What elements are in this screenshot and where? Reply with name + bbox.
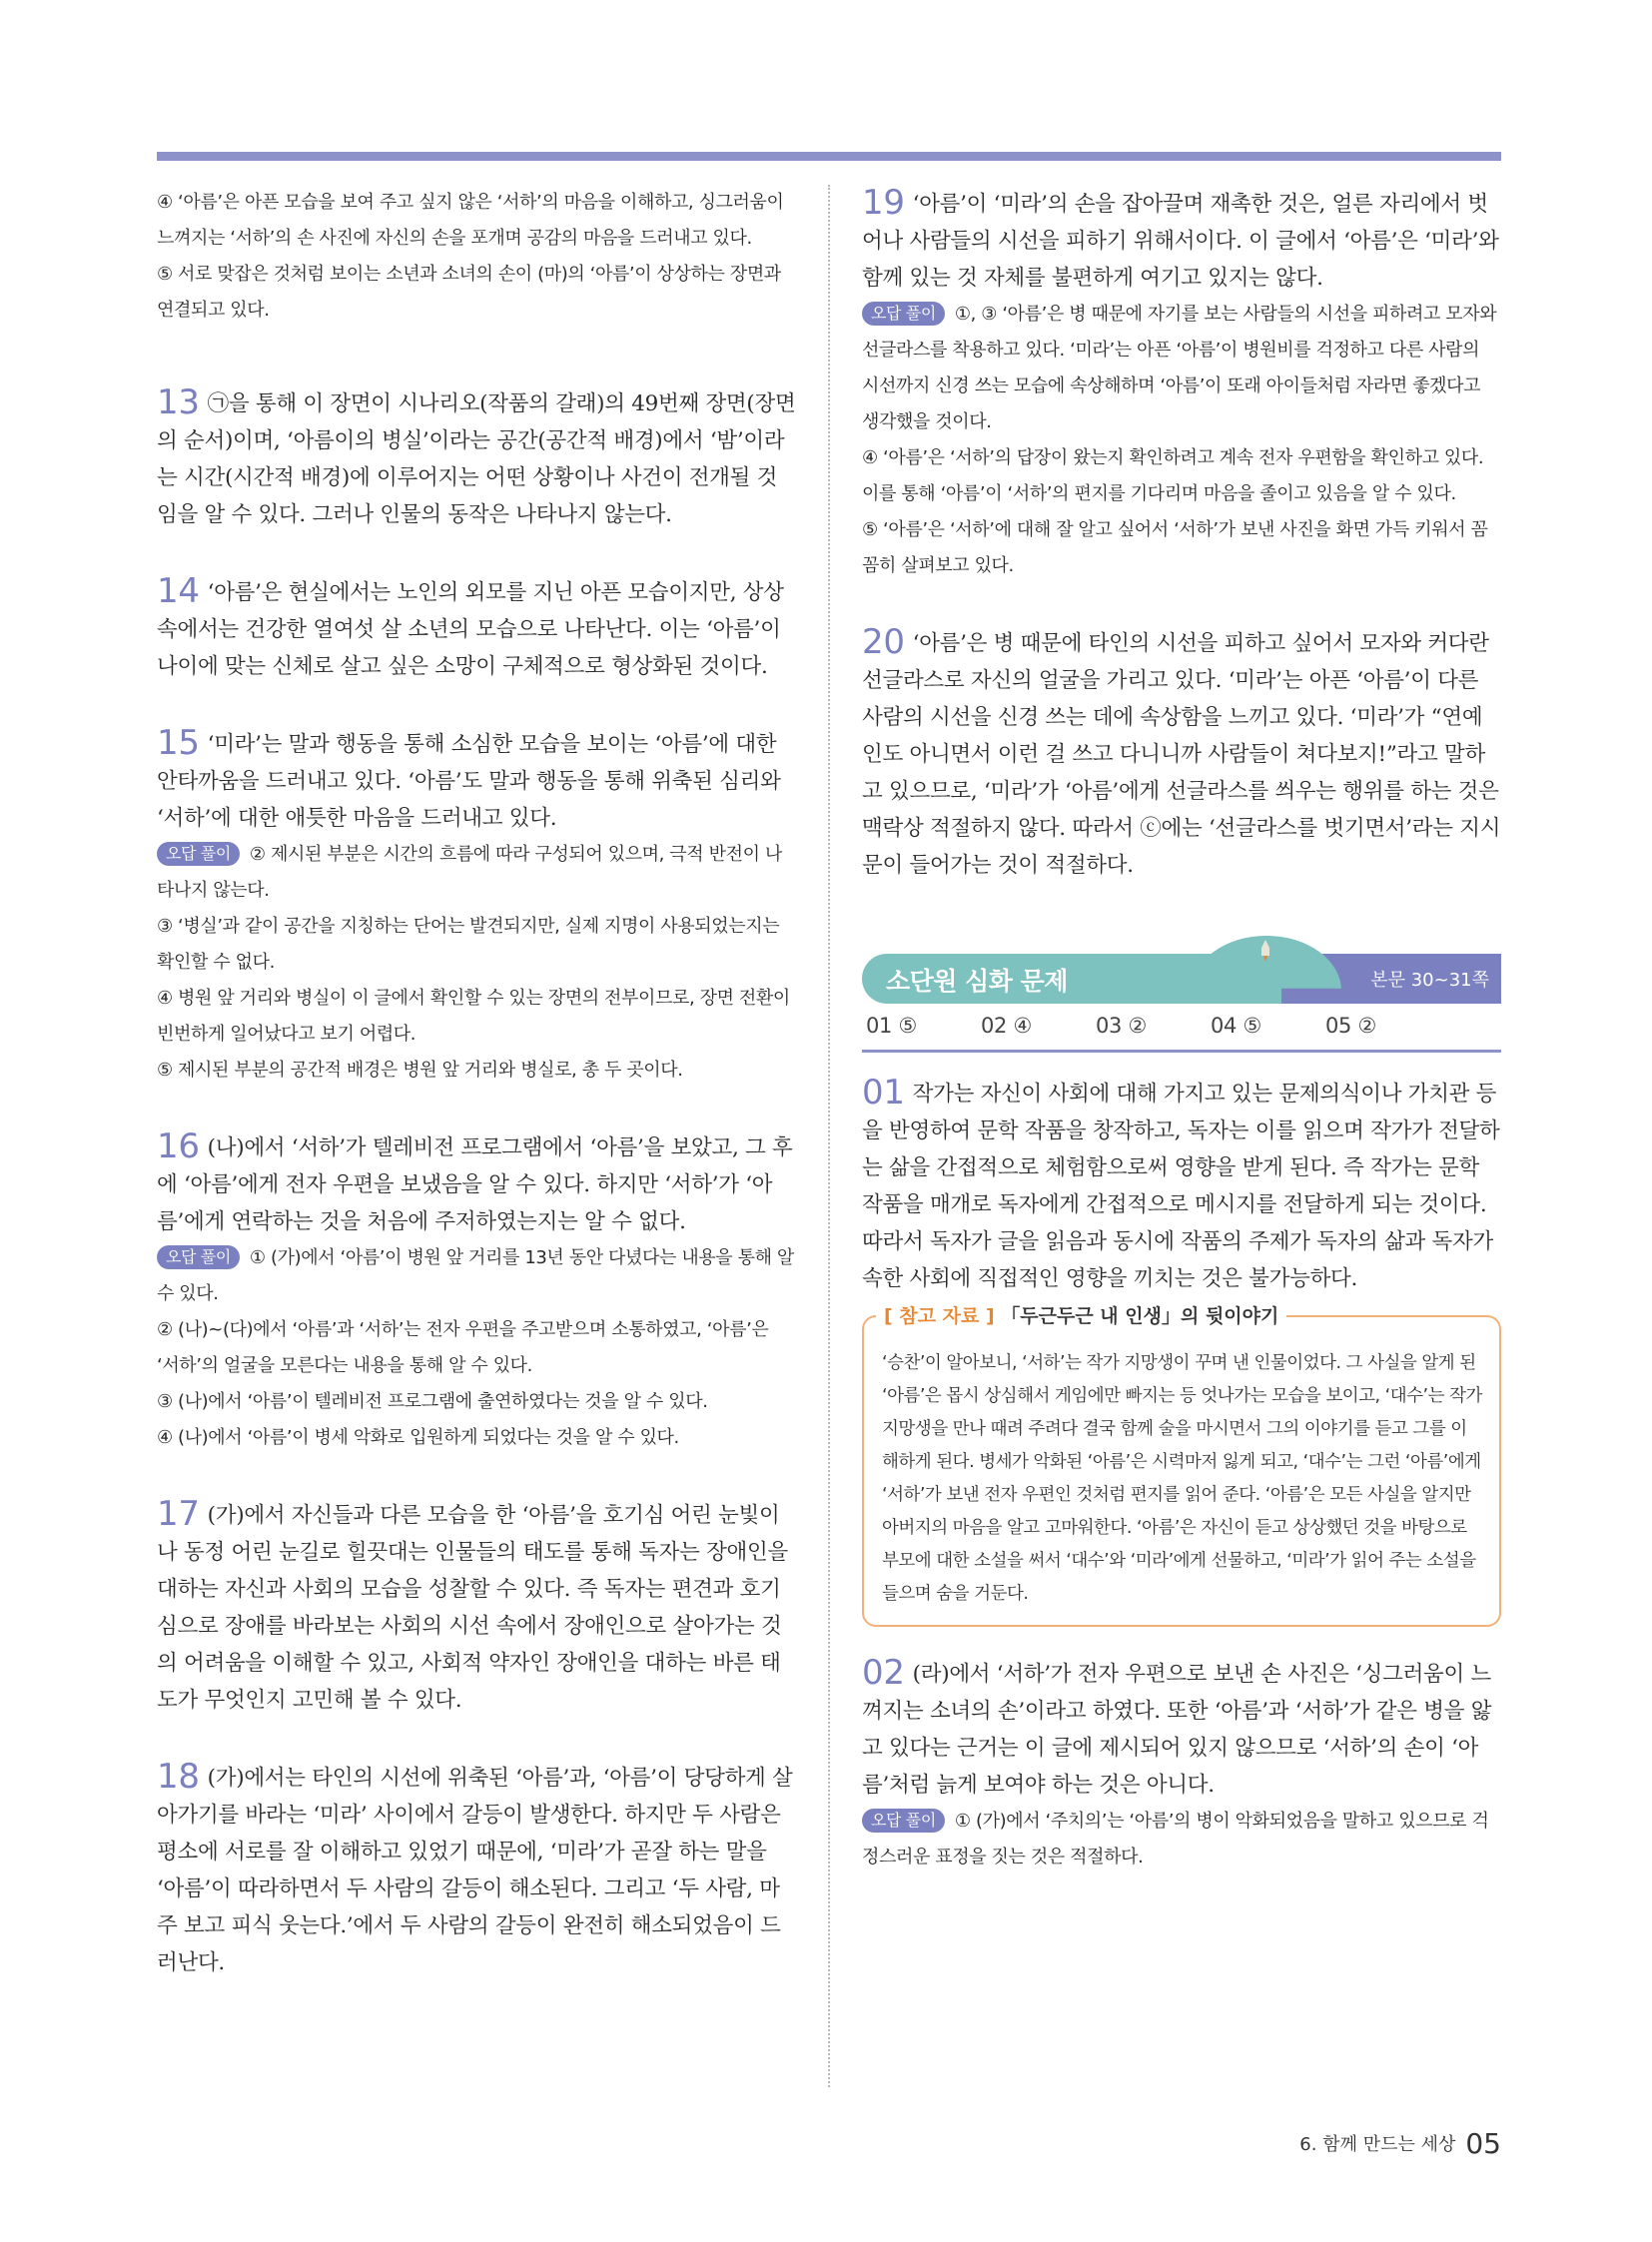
column-divider <box>828 185 830 2087</box>
wrong-answer-text: ② 제시된 부분은 시간의 흐름에 따라 구성되어 있으며, 극적 반전이 나타나지 않는다. <box>157 844 782 901</box>
answer-text: (가)에서 자신들과 다른 모습을 한 ‘아름’을 호기심 어린 눈빛이나 동정 어린 눈길로 힐끗대는 인물들의 태도를 통해 독자는 장애인을 대하는 자신과 사회의 모습을 성찰할 수 있다. 즉 독자는 편견과 호기심으로 장애를 바라보는 사회의 시선 속에서 장애인으로 살아가는 것의 어려움을 이해할 수 있고, 사회적 약자인 장애인을 대하는 바른 태도가 무엇인지 고민해 볼 수 있다. <box>157 1503 788 1713</box>
chapter-title: 6. 함께 만드는 세상 <box>1299 2134 1456 2155</box>
question-number: 13 <box>157 382 200 422</box>
question-number: 17 <box>157 1494 200 1534</box>
answer-02 <box>862 1655 1501 1875</box>
wrong-answer-text: ② (나)~(다)에서 ‘아름’과 ‘서하’는 전자 우편을 주고받으며 소통하였고, ‘아름’은 ‘서하’의 얼굴을 모른다는 내용을 통해 알 수 있다. <box>157 1319 769 1376</box>
answer-13 <box>157 384 796 533</box>
reference-heading: 「두근두근 내 인생」의 뒷이야기 <box>1001 1305 1279 1327</box>
section-page-range: 본문 30~31쪽 <box>1370 970 1489 991</box>
answer-key-item: 04 ⑤ <box>1211 1014 1262 1038</box>
question-number: 19 <box>862 183 905 223</box>
rocket-icon <box>1259 940 1271 962</box>
answer-text: ‘미라’는 말과 행동을 통해 소심한 모습을 보이는 ‘아름’에 대한 안타까움을 드러내고 있다. ‘아름’도 말과 행동을 통해 위축된 심리와 ‘서하’에 대한 애틋한 마음을 드러내고 있다. <box>157 732 781 831</box>
wrong-answer-text: ③ ‘병실’과 같이 공간을 지칭하는 단어는 발견되지만, 실제 지명이 사용되었는지는 확인할 수 없다. <box>157 916 780 973</box>
question-number: 14 <box>157 571 200 611</box>
choice-text: ⑤ 서로 맞잡은 것처럼 보이는 소년과 소녀의 손이 (마)의 ‘아름’이 상상하는 장면과 연결되고 있다. <box>157 264 781 321</box>
wrong-answer-badge: 오답 풀이 <box>862 302 945 326</box>
answer-text: ‘아름’은 현실에서는 노인의 외모를 지닌 아픈 모습이지만, 상상 속에서는 건강한 열여섯 살 소년의 모습으로 나타난다. 이는 ‘아름’이 나이에 맞는 신체로 살고 싶은 소망이 구체적으로 형상화된 것이다. <box>157 580 784 679</box>
wrong-answer-text: ④ (나)에서 ‘아름’이 병세 악화로 입원하게 되었다는 것을 알 수 있다. <box>157 1427 679 1448</box>
right-column <box>862 185 1501 1875</box>
answer-text: ㉠을 통해 이 장면이 시나리오(작품의 갈래)의 49번째 장면(장면의 순서)이며, ‘아름이의 병실’이라는 공간(공간적 배경)에서 ‘밤’이라는 시간(시간적 배경)에 이루어지는 어떤 상황이나 사건이 전개될 것임을 알 수 있다. 그러나 인물의 동작은 나타나지 않는다. <box>157 391 796 527</box>
answer-text: (가)에서는 타인의 시선에 위축된 ‘아름’과, ‘아름’이 당당하게 살아가기를 바라는 ‘미라’ 사이에서 갈등이 발생한다. 하지만 두 사람은 평소에 서로를 잘 이해하고 있었기 때문에, ‘미라’가 곧잘 하는 말을 ‘아름’이 따라하면서 두 사람의 갈등이 해소된다. 그리고 ‘두 사람, 마주 보고 피식 웃는다.’에서 두 사람의 갈등이 완전히 해소되었음이 드러난다. <box>157 1766 793 1975</box>
question-number: 20 <box>862 622 905 662</box>
section-banner <box>862 940 1501 1004</box>
question-number: 02 <box>862 1653 905 1693</box>
reference-title <box>876 1301 1286 1328</box>
answer-text: ‘아름’이 ‘미라’의 손을 잡아끌며 재촉한 것은, 얼른 자리에서 벗어나 사람들의 시선을 피하기 위해서이다. 이 글에서 ‘아름’은 ‘미라’와 함께 있는 것 자체를 불편하게 여기고 있지는 않다. <box>862 192 1499 291</box>
answer-text: 작가는 자신이 사회에 대해 가지고 있는 문제의식이나 가치관 등을 반영하여 문학 작품을 창작하고, 독자는 이를 읽으며 작가가 전달하는 삶을 간접적으로 체험함으로써 영향을 받게 된다. 즉 작가는 문학 작품을 매개로 독자에게 간접적으로 메시지를 전달하게 되는 것이다. 따라서 독자가 글을 읽음과 동시에 작품의 주제가 독자의 삶과 독자가 속한 사회에 직접적인 영향을 끼치는 것은 불가능하다. <box>862 1082 1500 1291</box>
wrong-answer-badge: 오답 풀이 <box>862 1809 945 1833</box>
answer-16 <box>157 1128 796 1456</box>
answer-key-item: 05 ② <box>1325 1014 1377 1038</box>
answer-15 <box>157 725 796 1089</box>
question-number: 15 <box>157 723 200 763</box>
wrong-answer-text: ⑤ ‘아름’은 ‘서하’에 대해 잘 알고 싶어서 ‘서하’가 보낸 사진을 화면 가득 키워서 꼼꼼히 살펴보고 있다. <box>862 519 1488 576</box>
wrong-answer-text: ⑤ 제시된 부분의 공간적 배경은 병원 앞 거리와 병실로, 총 두 곳이다. <box>157 1060 683 1081</box>
answer-key <box>862 1004 1501 1053</box>
answer-text: ‘아름’은 병 때문에 타인의 시선을 피하고 싶어서 모자와 커다란 선글라스로 자신의 얼굴을 가리고 있다. ‘미라’는 아픈 ‘아름’이 다른 사람의 시선을 신경 쓰는 데에 속상함을 느끼고 있다. ‘미라’가 “연예인도 아니면서 이런 걸 쓰고 다니니까 사람들이 쳐다보지!”라고 말하고 있으므로, ‘미라’가 ‘아름’에게 선글라스를 씌우는 행위를 하는 것은 맥락상 적절하지 않다. 따라서 ⓒ에는 ‘선글라스를 벗기면서’라는 지시문이 들어가는 것이 적절하다. <box>862 631 1501 878</box>
wrong-answer-text: ④ 병원 앞 거리와 병실이 이 글에서 확인할 수 있는 장면의 전부이므로, 장면 전환이 빈번하게 일어났다고 보기 어렵다. <box>157 988 790 1045</box>
section-title: 소단원 심화 문제 <box>886 967 1068 996</box>
answer-18 <box>157 1759 796 1981</box>
wrong-answer-text: ③ (나)에서 ‘아름’이 텔레비전 프로그램에 출연하였다는 것을 알 수 있다. <box>157 1391 708 1412</box>
page-footer <box>1258 2127 1501 2160</box>
answer-01 <box>862 1075 1501 1297</box>
wrong-answer-badge: 오답 풀이 <box>157 842 240 866</box>
answer-12-tail <box>157 185 796 329</box>
wrong-answer-text: ① (가)에서 ‘주치의’는 ‘아름’의 병이 악화되었음을 말하고 있으므로 걱정스러운 표정을 짓는 것은 적절하다. <box>862 1811 1489 1868</box>
answer-17 <box>157 1496 796 1719</box>
wrong-answer-badge: 오답 풀이 <box>157 1245 240 1269</box>
choice-text: ④ ‘아름’은 아픈 모습을 보여 주고 싶지 않은 ‘서하’의 마음을 이해하고, 싱그러움이 느껴지는 ‘서하’의 손 사진에 자신의 손을 포개며 공감의 마음을 드러내고 있다. <box>157 192 784 249</box>
answer-key-item: 03 ② <box>1096 1014 1148 1038</box>
question-number: 01 <box>862 1073 905 1113</box>
answer-text: (나)에서 ‘서하’가 텔레비전 프로그램에서 ‘아름’을 보았고, 그 후에 ‘아름’에게 전자 우편을 보냈음을 알 수 있다. 하지만 ‘서하’가 ‘아름’에게 연락하는 것을 처음에 주저하였는지는 알 수 없다. <box>157 1135 793 1234</box>
question-number: 16 <box>157 1126 200 1166</box>
answer-19 <box>862 185 1501 584</box>
answer-20 <box>862 624 1501 884</box>
reference-tag: [ 참고 자료 ] <box>884 1305 995 1327</box>
answer-14 <box>157 573 796 685</box>
left-column <box>157 185 796 1981</box>
question-number: 18 <box>157 1757 200 1797</box>
answer-key-item: 01 ⑤ <box>866 1014 918 1038</box>
answer-text: (라)에서 ‘서하’가 전자 우편으로 보낸 손 사진은 ‘싱그러움이 느껴지는 소녀의 손’이라고 하였다. 또한 ‘아름’과 ‘서하’가 같은 병을 앓고 있다는 근거는 이 글에 제시되어 있지 않으므로 ‘서하’의 손이 ‘아름’처럼 늙게 보여야 하는 것은 아니다. <box>862 1662 1492 1798</box>
reference-box <box>862 1305 1501 1627</box>
answer-key-item: 02 ④ <box>981 1014 1033 1038</box>
wrong-answer-text: ④ ‘아름’은 ‘서하’의 답장이 왔는지 확인하려고 계속 전자 우편함을 확인하고 있다. 이를 통해 ‘아름’이 ‘서하’의 편지를 기다리며 마음을 졸이고 있음을 알 수 있다. <box>862 447 1484 504</box>
reference-text: ‘승찬’이 알아보니, ‘서하’는 작가 지망생이 꾸며 낸 인물이었다. 그 사실을 알게 된 ‘아름’은 몹시 상심해서 게임에만 빠지는 등 엇나가는 모습을 보이고, ‘대수’는 작가 지망생을 만나 때려 주려다 결국 함께 술을 마시면서 그의 이야기를 듣고 그를 이해하게 된다. 병세가 악화된 ‘아름’은 시력마저 잃게 되고, ‘대수’는 그런 ‘아름’에게 ‘서하’가 보낸 전자 우편인 것처럼 편지를 읽어 준다. ‘아름’은 모든 사실을 알지만 아버지의 마음을 알고 고마워한다. ‘아름’은 자신이 듣고 상상했던 것을 바탕으로 부모에 대한 소설을 써서 ‘대수’와 ‘미라’에게 선물하고, ‘미라’가 읽어 주는 소설을 들으며 숨을 거둔다. <box>882 1353 1482 1604</box>
page-number: 05 <box>1465 2127 1501 2160</box>
wrong-answer-text: ①, ③ ‘아름’은 병 때문에 자기를 보는 사람들의 시선을 피하려고 모자와 선글라스를 착용하고 있다. ‘미라’는 아픈 ‘아름’이 병원비를 걱정하고 다른 사람의 시선까지 신경 쓰는 모습에 속상해하며 ‘아름’이 또래 아이들처럼 자라면 좋겠다고 생각했을 것이다. <box>862 304 1497 432</box>
wrong-answer-text: ① (가)에서 ‘아름’이 병원 앞 거리를 13년 동안 다녔다는 내용을 통해 알 수 있다. <box>157 1247 794 1304</box>
top-rule <box>157 152 1501 161</box>
